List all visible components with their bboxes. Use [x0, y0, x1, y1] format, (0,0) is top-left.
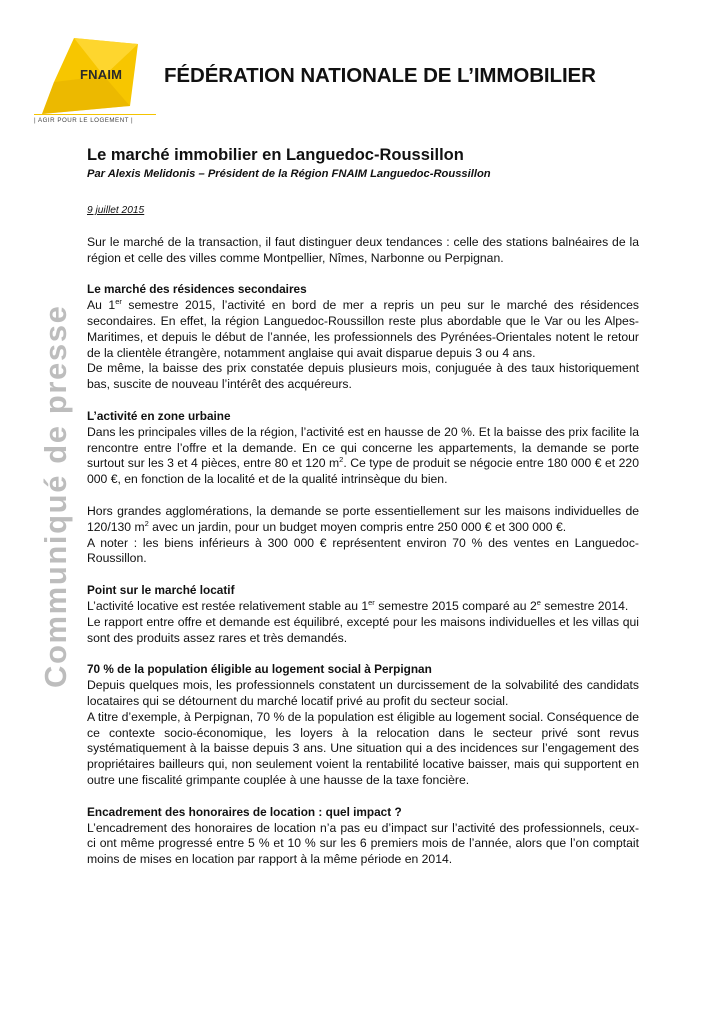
fnaim-logo: [34, 36, 156, 126]
paragraph: L’activité locative est restée relativement stable au 1er semestre 2015 comparé au 2e semestre 2014.: [87, 597, 629, 613]
section-heading: Encadrement des honoraires de location : quel impact ?: [87, 804, 402, 819]
document-body: [87, 145, 639, 868]
paragraph: A titre d’exemple, à Perpignan, 70 % de la population est éligible au logement social. Conséquence de ce contexte socio-économique, les loyers à la relocation dans le secteur privé sont revus systématiquement à la baisse depuis 3 ans. Une situation qui a des incidences sur l’engagement des propriétaires bailleurs qui, non seulement voient la rentabilité locative baisser, mais qui supportent en outre une fiscalité grimpante couplée à une hausse de la taxe foncière.: [87, 709, 639, 787]
date: 9 juillet 2015: [87, 205, 145, 216]
side-label: Communiqué de presse: [38, 304, 73, 688]
section-residences: [87, 282, 639, 393]
section-heading: Le marché des résidences secondaires: [87, 282, 307, 297]
section-heading: L’activité en zone urbaine: [87, 408, 231, 423]
paragraph: Au 1er semestre 2015, l’activité en bord de mer a repris un peu sur le marché des résidences secondaires. En effet, la région Languedoc-Roussillon reste plus abordable que le Var ou les Alpes-Maritimes, et depuis le début de l’année, les professionnels des Pyrénées-Orientales notent le retour de la clientèle étrangère, notamment anglaise qui avait disparue depuis 3 ou 4 ans.: [87, 297, 640, 360]
paragraph: Hors grandes agglomérations, la demande se porte essentiellement sur les maisons individuelles de 120/130 $m^2$ avec un jardin, pour un budget moyen compris entre 250 000 € et 300 000 €.: [87, 503, 639, 534]
section-honoraires: [87, 805, 639, 868]
tagline: | AGIR POUR LE LOGEMENT |: [34, 114, 156, 124]
section-heading: 70 % de la population éligible au logement social à Perpignan: [87, 662, 432, 677]
logo-text: FNAIM: [80, 67, 123, 82]
paragraph: Le rapport entre offre et demande est équilibré, excepté pour les maisons individuelles et les villas qui sont des produits assez rares et très demandés.: [87, 614, 639, 645]
section-heading: Point sur le marché locatif: [87, 583, 235, 598]
document-title: Le marché immobilier en Languedoc-Roussillon: [87, 146, 464, 164]
section-urbaine: [87, 409, 639, 567]
paragraph: De même, la baisse des prix constatée depuis plusieurs mois, conjuguée à des taux historiquement bas, suscite de nouveau l’intérêt des acquéreurs.: [87, 361, 639, 392]
intro-paragraph: Sur le marché de la transaction, il faut distinguer deux tendances : celle des stations balnéaires de la région et celle des villes comme Montpellier, Nîmes, Narbonne ou Perpignan.: [87, 234, 639, 265]
section-social: [87, 662, 639, 788]
section-locatif: [87, 583, 639, 646]
paragraph: Depuis quelques mois, les professionnels constatent un durcissement de la solvabilité des candidats locataires qui se détournent du marché locatif privé au profit du secteur social.: [87, 678, 639, 708]
paragraph: Dans les principales villes de la région, l’activité est en hausse de 20 %. Et la baisse des prix facilite la rencontre entre l’offre et la demande. En ce qui concerne les appartements, la demande se porte surtout sur les 3 et 4 pièces, entre 80 et 120 $m^2$. Ce type de produit se négocie entre 180 000 € et 220 000 €, en fonction de la localité et de la qualité intrinsèque du bien.: [87, 424, 639, 487]
paragraph: A noter : les biens inférieurs à 300 000 € représentent environ 70 % des ventes en Languedoc-Roussillon.: [87, 535, 639, 566]
org-title: FÉDÉRATION NATIONALE DE L’IMMOBILIER: [164, 64, 596, 87]
paragraph: L’encadrement des honoraires de location n’a pas eu d’impact sur l’activité des professionnels, ceux-ci ont même progressé entre 5 % et 10 % sur les 6 premiers mois de l’année, alors que l’on comptait moins de mises en location par rapport à la même période en 2014.: [87, 820, 639, 867]
byline: Par Alexis Melidonis – Président de la Région FNAIM Languedoc-Roussillon: [87, 168, 491, 180]
